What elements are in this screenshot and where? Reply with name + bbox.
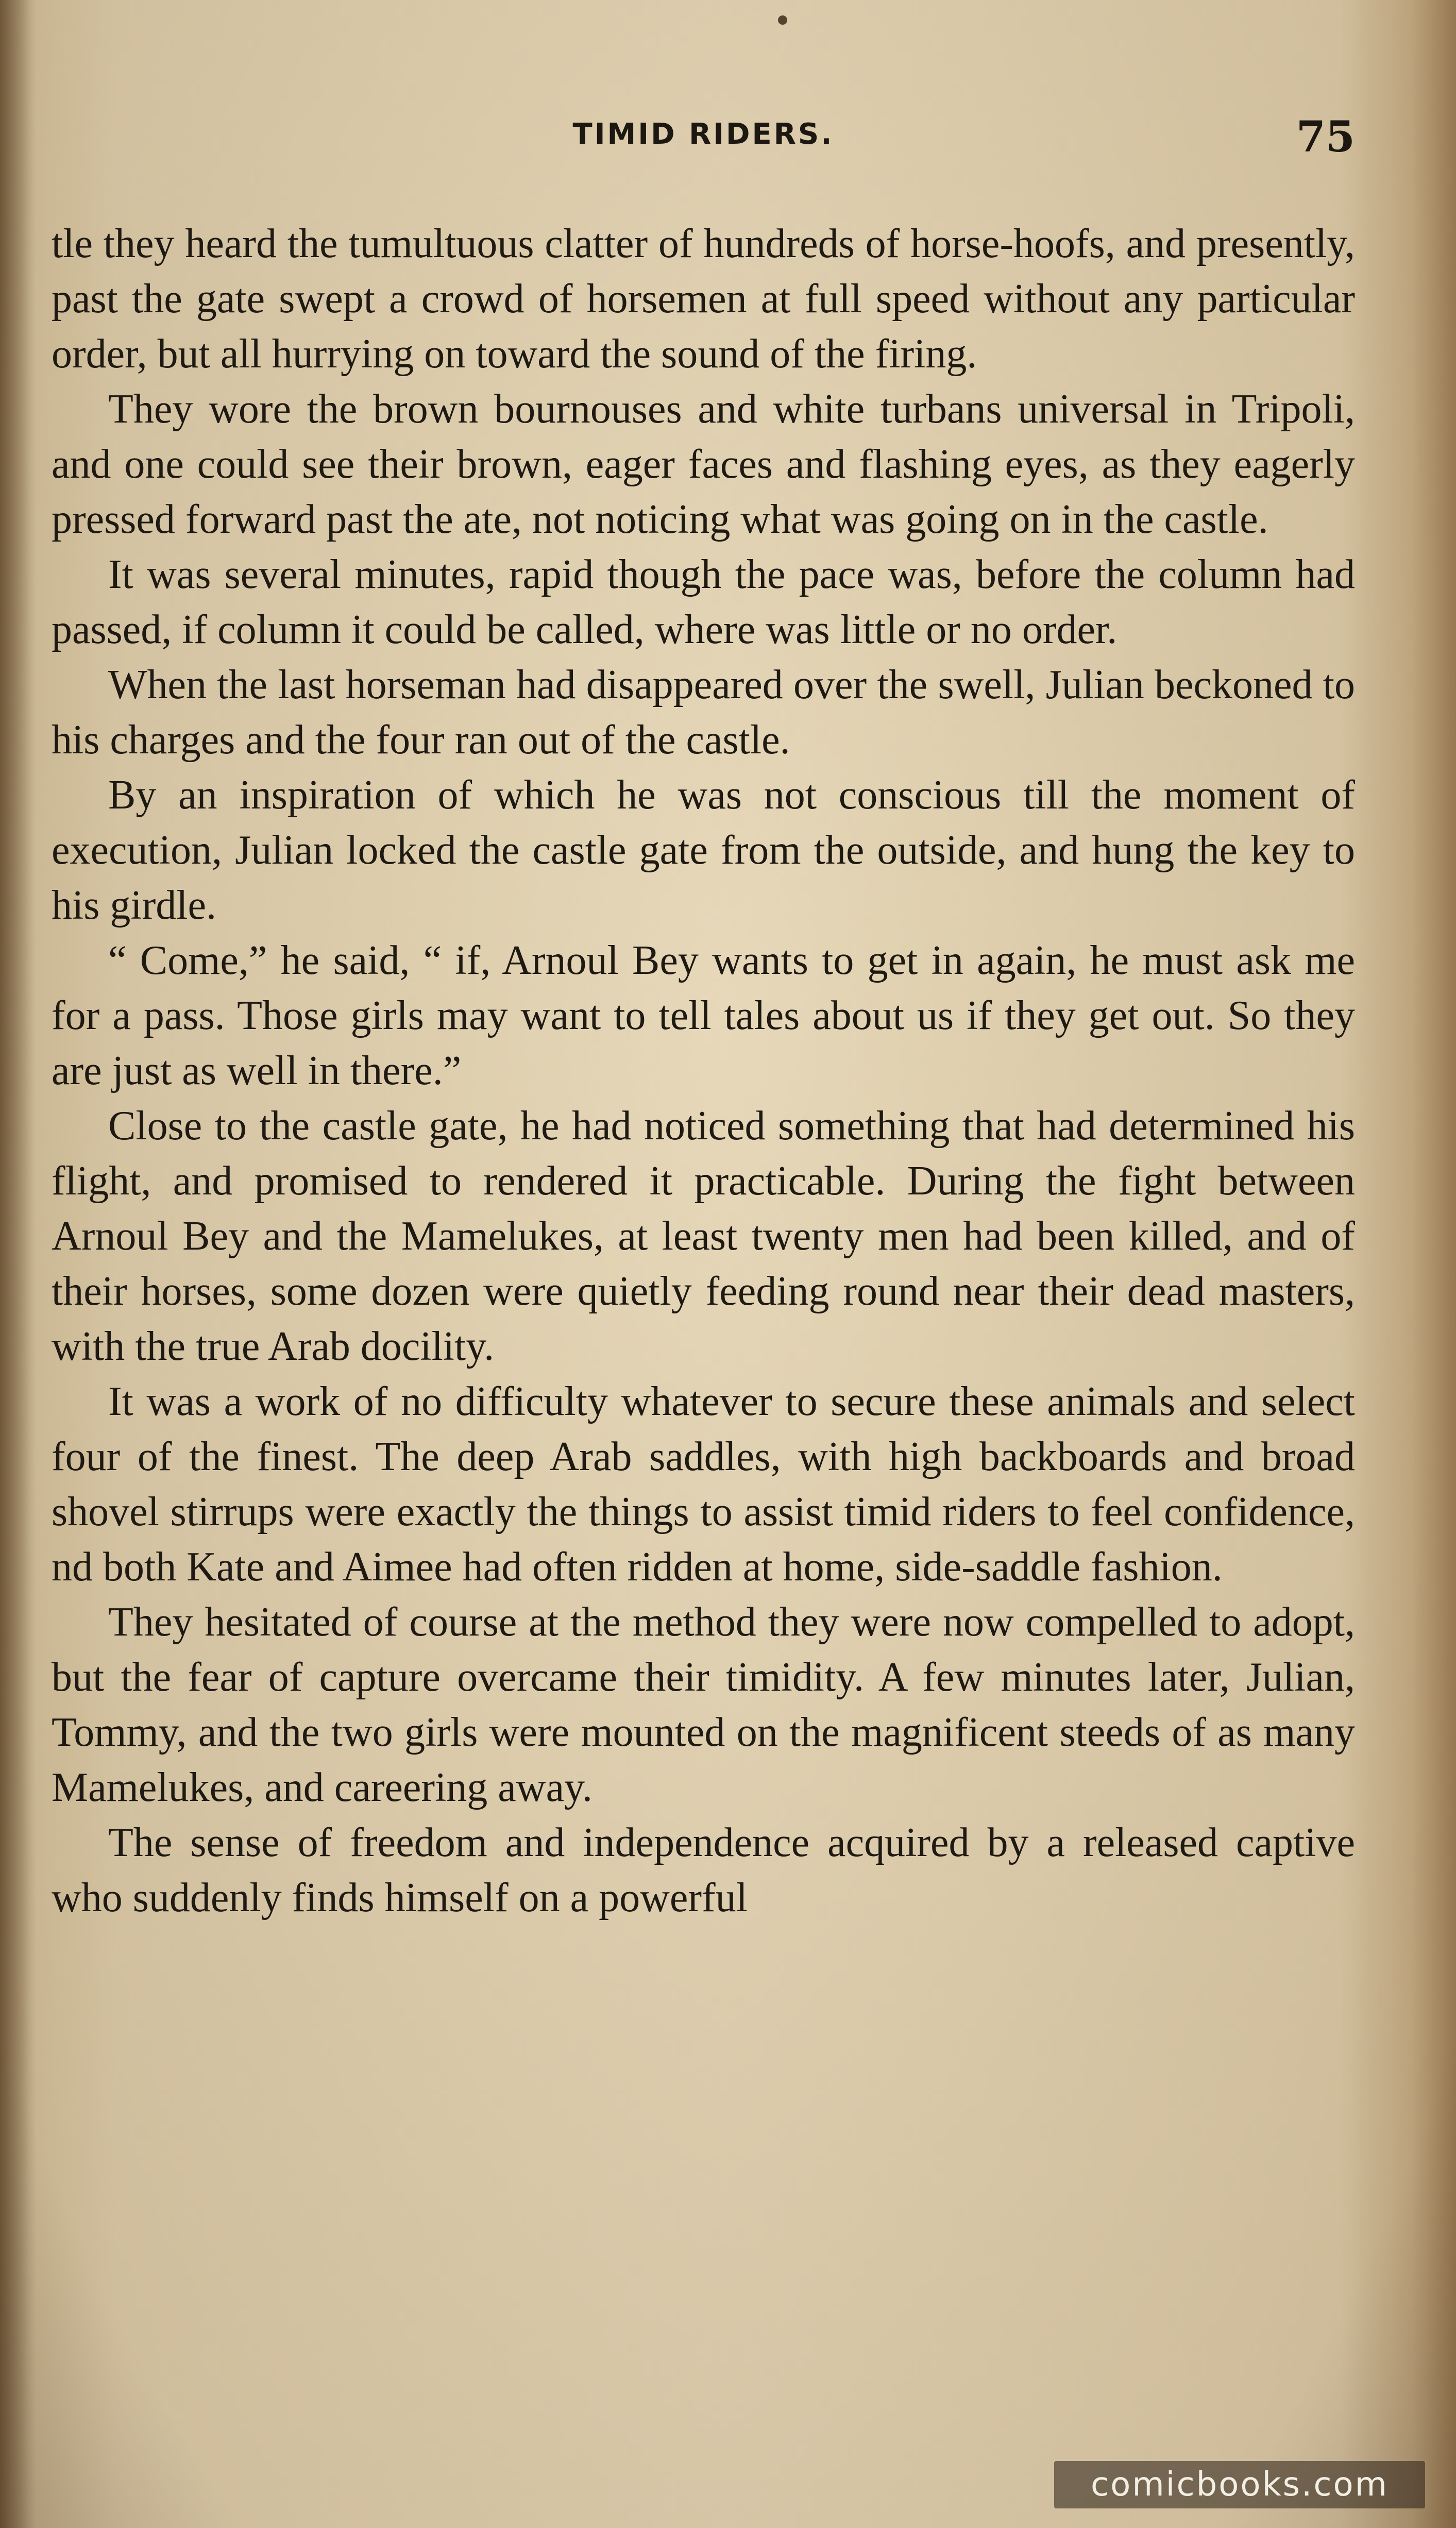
paragraph: Close to the castle gate, he had noticed something that had determined his flight, and promised to rendered it practicable. During the fight between Arnoul Bey and the Mamelukes, at least twenty men had been killed, and of their horses, some dozen were quietly feeding round near their dead masters, with the true Arab docility. xyxy=(52,1103,1355,1369)
running-title: TIMID RIDERS. xyxy=(572,117,834,151)
page-number: 75 xyxy=(1296,112,1355,162)
body-text xyxy=(52,216,1355,1926)
paragraph: They wore the brown bournouses and white turbans universal in Tripoli, and one could see their brown, eager faces and flashing eyes, as they eagerly pressed forward past the ate, not noticing what was going on in the castle. xyxy=(52,386,1355,542)
paragraph: tle they heard the tumultuous clatter of hundreds of horse-hoofs, and presently, past the gate swept a crowd of horsemen at full speed without any particular order, but all hurrying on toward the sound of the firing. xyxy=(52,221,1355,377)
paragraph: When the last horseman had disappeared over the swell, Julian beckoned to his charges and the four ran out of the castle. xyxy=(52,662,1355,763)
watermark: comicbooks.com xyxy=(1054,2461,1425,2508)
paragraph: They hesitated of course at the method they were now compelled to adopt, but the fear of capture overcame their timidity. A few minutes later, Julian, Tommy, and the two girls were mounted on the magnificent steeds of as many Mamelukes, and careering away. xyxy=(52,1599,1355,1810)
paragraph: It was a work of no difficulty whatever to secure these animals and select four of the finest. The deep Arab saddles, with high backboards and broad shovel stirrups were exactly the things to assist timid riders to feel confidence, nd both Kate and Aimee had often ridden at home, side-saddle fashion. xyxy=(52,1379,1355,1590)
page-header xyxy=(52,112,1355,169)
ink-dot xyxy=(778,15,787,25)
paragraph: “ Come,” he said, “ if, Arnoul Bey wants to get in again, he must ask me for a pass. Those girls may want to tell tales about us if they get out. So they are just as well in there.” xyxy=(52,938,1355,1093)
paragraph: It was several minutes, rapid though the pace was, before the column had passed, if column it could be called, where was little or no order. xyxy=(52,552,1355,652)
paragraph: The sense of freedom and independence acquired by a released captive who suddenly finds himself on a powerful xyxy=(52,1820,1355,1920)
spine-shadow xyxy=(0,0,36,2528)
paragraph: By an inspiration of which he was not conscious till the moment of execution, Julian locked the castle gate from the outside, and hung the key to his girdle. xyxy=(52,772,1355,928)
